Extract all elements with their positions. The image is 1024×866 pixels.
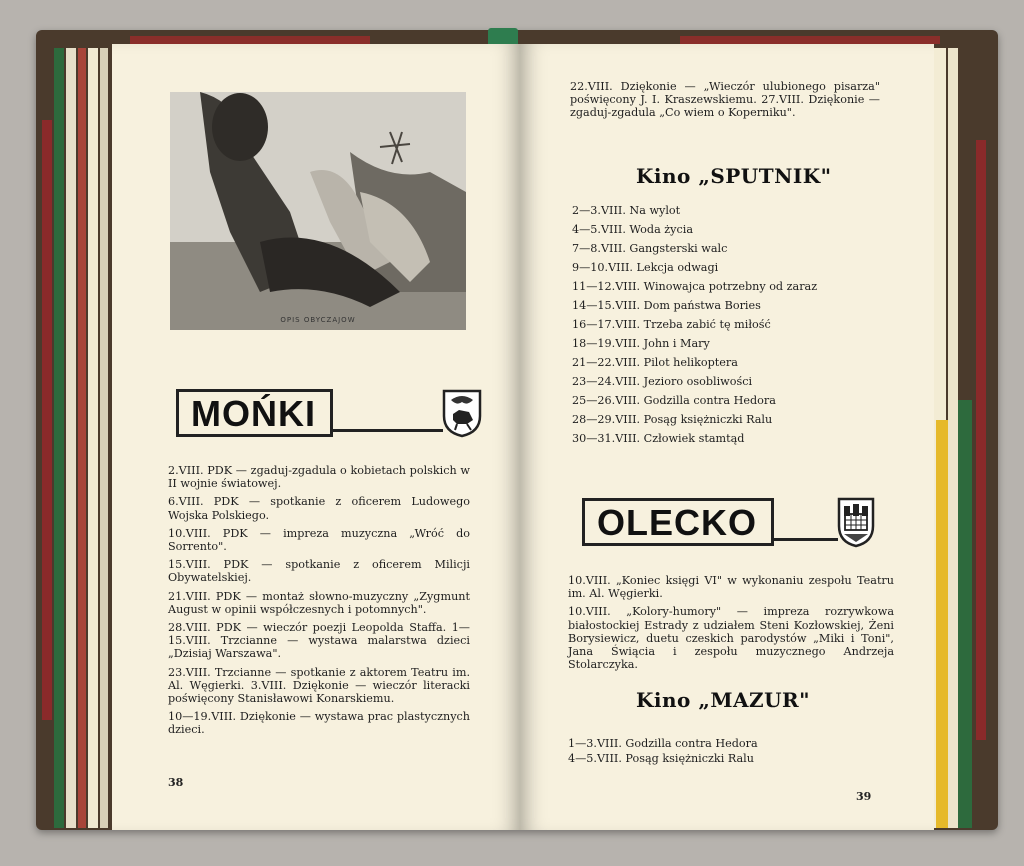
event-entry: 28.VIII. PDK — wieczór poezji Leopolda Staffa. 1—15.VIII. Trzcianne — wystawa malarstwa dzieci „Dzisiaj Warszawa". bbox=[168, 621, 470, 661]
heading-rule bbox=[774, 538, 838, 541]
event-entry: 10.VIII. „Koniec księgi VI" w wykonaniu zespołu Teatru im. Al. Węgierki. bbox=[568, 574, 894, 601]
page-edge bbox=[78, 48, 86, 828]
kino-mazur-schedule bbox=[568, 736, 888, 766]
page-number: 38 bbox=[168, 776, 184, 789]
screening-item: 11—12.VIII. Winowajca potrzebny od zaraz bbox=[572, 280, 818, 293]
page-edge bbox=[936, 420, 948, 828]
coat-of-arms-icon bbox=[836, 496, 876, 548]
ribbon-bookmark bbox=[488, 28, 518, 44]
screening-item: 30—31.VIII. Człowiek stamtąd bbox=[572, 432, 745, 445]
screening-item: 25—26.VIII. Godzilla contra Hedora bbox=[572, 394, 776, 407]
kino-sputnik-schedule bbox=[572, 201, 892, 448]
event-entry: 21.VIII. PDK — montaż słowno-muzyczny „Zygmunt August w opinii współczesnych i potomnych". bbox=[168, 589, 470, 616]
screening-item: 14—15.VIII. Dom państwa Bories bbox=[572, 299, 761, 312]
page-edge bbox=[100, 48, 108, 828]
heading-rule bbox=[333, 429, 443, 432]
screening-item: 23—24.VIII. Jezioro osobliwości bbox=[572, 375, 753, 388]
page-edge bbox=[958, 400, 972, 828]
town-name: MOŃKI bbox=[176, 389, 333, 437]
screening-item: 21—22.VIII. Pilot helikoptera bbox=[572, 356, 738, 369]
dziekonie-events bbox=[570, 80, 880, 125]
town-heading-monki bbox=[176, 388, 483, 438]
page-edge bbox=[948, 48, 958, 828]
screening-item: 2—3.VIII. Na wylot bbox=[572, 204, 681, 217]
kino-sputnik-title: Kino „SPUTNIK" bbox=[636, 164, 832, 188]
event-entry: 10.VIII. PDK — impreza muzyczna „Wróć do Sorrento". bbox=[168, 526, 470, 554]
right-page bbox=[520, 44, 934, 830]
event-entry: 23.VIII. Trzcianne — spotkanie z aktorem Teatru im. Al. Węgierki. 3.VIII. Dziękonie — wieczór literacki poświęcony Stanisławowi Konarskiemu. bbox=[168, 665, 470, 706]
photo-caption: OPIS OBYCZAJOW bbox=[280, 316, 356, 324]
page-edge bbox=[54, 48, 64, 828]
page-edge bbox=[42, 120, 52, 720]
film-still-photo bbox=[170, 92, 466, 330]
cover-red-band-left bbox=[130, 36, 370, 44]
monki-events bbox=[168, 464, 470, 742]
page-number: 39 bbox=[856, 790, 872, 803]
event-entry: 22.VIII. Dziękonie — „Wieczór ulubionego pisarza" poświęcony J. I. Kraszewskiemu. 27.VIII. Dziękonie — zgaduj-zgadula „Co wiem o Koperniku". bbox=[570, 80, 880, 120]
screening-item: 7—8.VIII. Gangsterski walc bbox=[572, 242, 728, 255]
screening-item: 4—5.VIII. Posąg księżniczki Ralu bbox=[568, 752, 754, 765]
event-entry: 6.VIII. PDK — spotkanie z oficerem Ludowego Wojska Polskiego. bbox=[168, 495, 470, 522]
event-entry: 2.VIII. PDK — zgaduj-zgadula o kobietach polskich w II wojnie światowej. bbox=[168, 464, 470, 491]
screening-item: 28—29.VIII. Posąg księżniczki Ralu bbox=[572, 413, 773, 426]
screening-item: 16—17.VIII. Trzeba zabić tę miłość bbox=[572, 318, 771, 331]
town-name: OLECKO bbox=[582, 498, 774, 546]
page-edge bbox=[88, 48, 98, 828]
screening-item: 1—3.VIII. Godzilla contra Hedora bbox=[568, 737, 758, 750]
screening-item: 9—10.VIII. Lekcja odwagi bbox=[572, 261, 719, 274]
cover-red-band-right bbox=[680, 36, 940, 44]
photo-image bbox=[170, 92, 466, 330]
coat-of-arms-icon bbox=[441, 388, 483, 438]
screening-item: 18—19.VIII. John i Mary bbox=[572, 337, 710, 350]
olecko-events bbox=[568, 574, 894, 676]
left-page bbox=[112, 44, 520, 830]
town-heading-olecko bbox=[582, 496, 876, 548]
page-edge bbox=[66, 48, 76, 828]
event-entry: 10—19.VIII. Dziękonie — wystawa prac plastycznych dzieci. bbox=[168, 710, 470, 737]
page-edge bbox=[976, 140, 986, 740]
event-entry: 10.VIII. „Kolory-humory" — impreza rozrywkowa białostockiej Estrady z udziałem Steni Kozłowskiej, Żeni Borysiewicz, duetu czeskich parodystów „Miki i Toni", Jana Świącia i zespołu muzycznego Andrzeja Stolarczyka. bbox=[568, 605, 894, 672]
screening-item: 4—5.VIII. Woda życia bbox=[572, 223, 694, 236]
kino-mazur-title: Kino „MAZUR" bbox=[636, 688, 811, 712]
event-entry: 15.VIII. PDK — spotkanie z oficerem Milicji Obywatelskiej. bbox=[168, 558, 470, 585]
